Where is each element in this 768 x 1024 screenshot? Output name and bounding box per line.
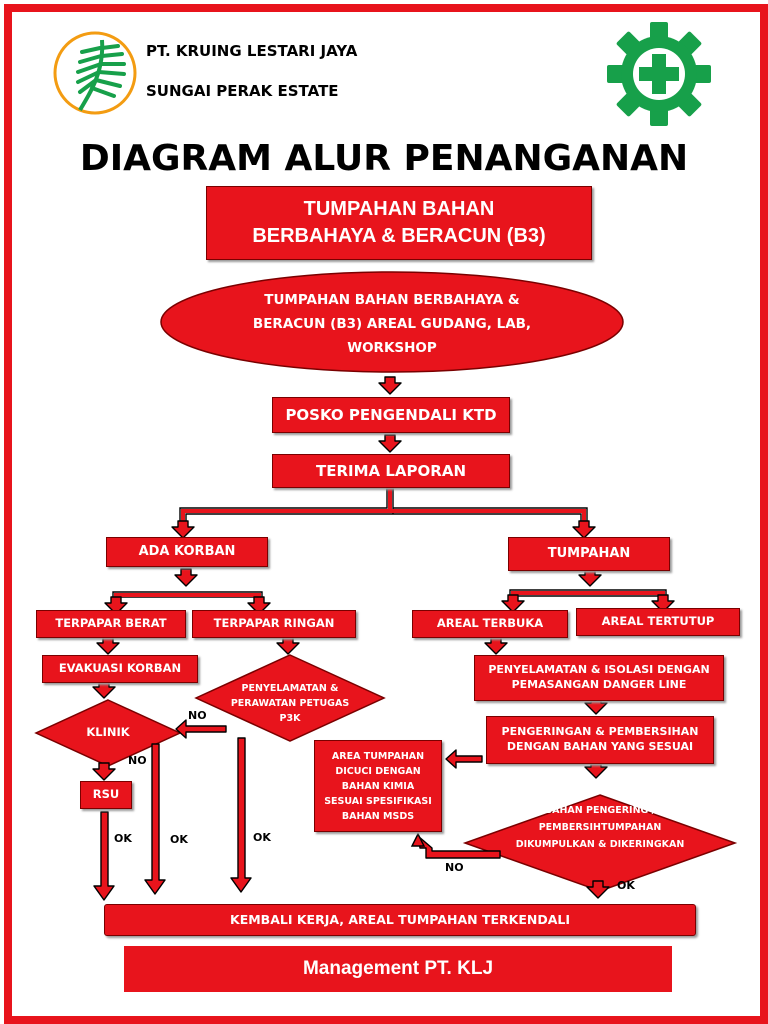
arrow-p3k-ok [231,738,251,892]
p3k-text [206,681,374,726]
subtitle-line-2: BERBAHAYA & BERACUN (B3) [252,225,546,247]
company-name: PT. KRUING LESTARI JAYA [146,42,358,60]
ada-korban-box: ADA KORBAN [106,537,268,567]
terpapar-berat-box: TERPAPAR BERAT [36,610,186,638]
label-no-dikumpulkan: NO [445,861,464,874]
p3k-line-2: PERAWATAN PETUGAS [230,698,350,709]
split-ada-korban [113,592,262,606]
dikumpulkan-line-1: BAHAN PENGERING / [544,805,656,816]
terima-laporan-box: TERIMA LAPORAN [272,454,510,488]
dicuci-line-5: BAHAN MSDS [341,810,415,822]
label-no-klinik: NO [128,754,147,767]
areal-tertutup-box: AREAL TERTUTUP [576,608,740,636]
split-terima [180,488,587,527]
p3k-line-1: PENYELAMATAN & [241,683,339,694]
label-ok-klinik: OK [170,833,188,846]
dicuci-line-1: AREA TUMPAHAN [331,750,425,762]
isolasi-line-2: PEMASANGAN DANGER LINE [511,678,687,691]
subtitle-line-1: TUMPAHAN BAHAN [303,198,495,220]
dikumpulkan-line-2: PEMBERSIHTUMPAHAN [538,822,662,833]
label-no-p3k: NO [188,709,207,722]
pengeringan-line-1: PENGERINGAN & PEMBERSIHAN [501,725,699,739]
arrow-tumpahan-down [579,569,601,586]
start-ellipse-text [162,288,622,360]
pengeringan-line-2: DENGAN BAHAN YANG SESUAI [506,740,694,753]
dikumpulkan-text [490,802,710,853]
label-ok-p3k: OK [253,831,271,844]
arrow-start-posko [379,377,401,394]
label-ok-dikumpulkan: OK [617,879,635,892]
dicuci-line-3: BAHAN KIMIA [341,780,415,792]
arrow-berat-evakuasi [97,637,119,654]
isolasi-line-1: PENYELAMATAN & ISOLASI DENGAN [488,663,710,677]
terpapar-ringan-box: TERPAPAR RINGAN [192,610,356,638]
rsu-box: RSU [80,781,132,809]
diagram-title: DIAGRAM ALUR PENANGANAN [79,138,689,179]
arrow-pengeringan-dicuci [446,750,482,768]
arrow-to-ada-korban [172,521,194,538]
pengeringan-box [486,716,714,764]
arrow-klinik-rsu [93,763,115,780]
tumpahan-box: TUMPAHAN [508,537,670,571]
arrow-to-tumpahan [573,521,595,538]
dikumpulkan-line-3: DIKUMPULKAN & DIKERINGKAN [515,839,685,850]
label-ok-rsu: OK [114,832,132,845]
arrow-evakuasi-klinik [93,681,115,698]
dicuci-line-4: SESUAI SPESIFIKASI [324,795,432,807]
start-line-2: BERACUN (B3) AREAL GUDANG, LAB, [252,316,532,332]
arrow-posko-terima [379,435,401,452]
p3k-line-3: P3K [279,713,301,724]
start-line-1: TUMPAHAN BAHAN BERBAHAYA & [264,292,520,308]
footer-banner: Management PT. KLJ [124,946,672,992]
areal-terbuka-box: AREAL TERBUKA [412,610,568,638]
klinik-text: KLINIK [86,725,130,739]
dicuci-box [314,740,442,832]
arrow-klinik-ok [145,744,165,894]
dicuci-line-2: DICUCI DENGAN [335,765,421,777]
isolasi-box [474,655,724,701]
posko-box: POSKO PENGENDALI KTD [272,397,510,433]
kembali-kerja-box: KEMBALI KERJA, AREAL TUMPAHAN TERKENDALI [104,904,696,936]
evakuasi-korban-box: EVAKUASI KORBAN [42,655,198,683]
arrow-ringan-p3k [277,637,299,654]
arrow-terbuka-isolasi [485,637,507,654]
estate-name: SUNGAI PERAK ESTATE [146,82,339,100]
split-tumpahan [510,590,666,606]
start-line-3: WORKSHOP [347,340,437,356]
arrow-rsu-ok [94,812,114,900]
arrow-ada-korban-down [175,569,197,586]
